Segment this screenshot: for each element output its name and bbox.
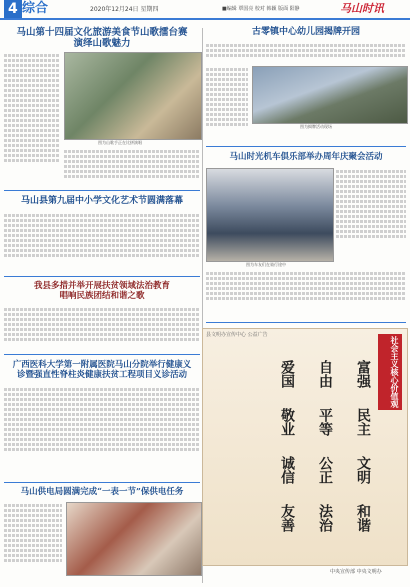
article-5-headline: 马山供电局圆满完成“一表一节”保供电任务 — [20, 487, 184, 497]
article-1-caption: 图为山歌手正在比拼演唱 — [98, 140, 142, 145]
value-justice: 公正 — [317, 456, 333, 484]
article-7-body-side — [336, 168, 406, 272]
value-civility: 文明 — [355, 456, 371, 484]
article-1-body-bottom — [64, 148, 200, 184]
value-harmony: 和谐 — [355, 504, 371, 532]
article-1-body-left — [4, 52, 60, 182]
article-7-photo — [206, 168, 334, 262]
article-2-body — [4, 212, 200, 272]
separator — [4, 482, 200, 483]
article-7-caption: 图为车友们在骑行途中 — [246, 262, 286, 267]
value-equality: 平等 — [317, 408, 333, 436]
poster-title: 社会主义核心价值观 — [378, 334, 402, 410]
article-6-body — [206, 42, 406, 64]
article-4-headline-line1: 广西医科大学第一附属医院马山分院举行健康义 — [12, 360, 192, 370]
article-4-body — [4, 386, 200, 478]
value-dedication: 敬业 — [279, 408, 295, 436]
value-democracy: 民主 — [355, 408, 371, 436]
separator — [206, 146, 406, 147]
article-2-headline: 马山县第九届中小学文化艺术节圆满落幕 — [20, 196, 183, 206]
issue-date: 2020年12月24日 星期四 — [90, 6, 159, 13]
article-4-headline — [4, 360, 200, 380]
article-4-headline-line2: 诊暨强直性脊柱炎健康扶贫工程项目义诊活动 — [16, 370, 187, 381]
page-number: 4 — [4, 0, 22, 18]
separator — [4, 190, 200, 191]
article-6-body-side — [206, 66, 248, 152]
article-6-caption: 图为揭牌活动现场 — [300, 124, 332, 129]
value-rule-of-law: 法治 — [317, 504, 333, 532]
separator — [4, 354, 200, 355]
separator — [4, 276, 200, 277]
separator — [206, 322, 406, 323]
article-5-photo — [66, 502, 202, 576]
article-1-headline-line2: 演绎山歌魅力 — [73, 38, 131, 50]
article-1-headline-line1: 马山第十四届文化旅游美食节山歌擂台赛 — [16, 27, 188, 38]
value-prosperity: 富强 — [355, 360, 371, 388]
poster-source: 县文明办宣传中心 公益广告 — [206, 332, 268, 338]
article-7-body — [206, 270, 406, 316]
masthead-logo: 马山时讯 — [340, 2, 384, 15]
article-5-body — [4, 502, 62, 582]
article-7-headline: 马山时光机车俱乐部举办周年庆聚会活动 — [229, 152, 383, 162]
article-3-headline — [4, 281, 200, 301]
value-freedom: 自由 — [317, 360, 333, 388]
article-3-headline-line1: 我县多措并举开展扶贫领域法治教育 — [33, 281, 170, 291]
editor-credits: ■编辑 覃国亮 校对 韩颖 版面 阳静 — [222, 6, 300, 12]
article-6-photo — [252, 66, 408, 124]
poster-credit: 中央宣传部 中央文明办 — [330, 569, 382, 575]
value-integrity: 诚信 — [279, 456, 295, 484]
article-3-body — [4, 306, 200, 350]
article-1-headline — [4, 27, 200, 50]
value-friendship: 友善 — [279, 504, 295, 532]
section-name: 综合 — [22, 1, 49, 16]
article-3-headline-line2: 唱响民族团结和谐之歌 — [59, 291, 145, 302]
article-6-headline: 古零镇中心幼儿园揭牌开园 — [251, 27, 360, 37]
article-1-photo — [64, 52, 202, 140]
value-patriotism: 爱国 — [279, 360, 295, 388]
